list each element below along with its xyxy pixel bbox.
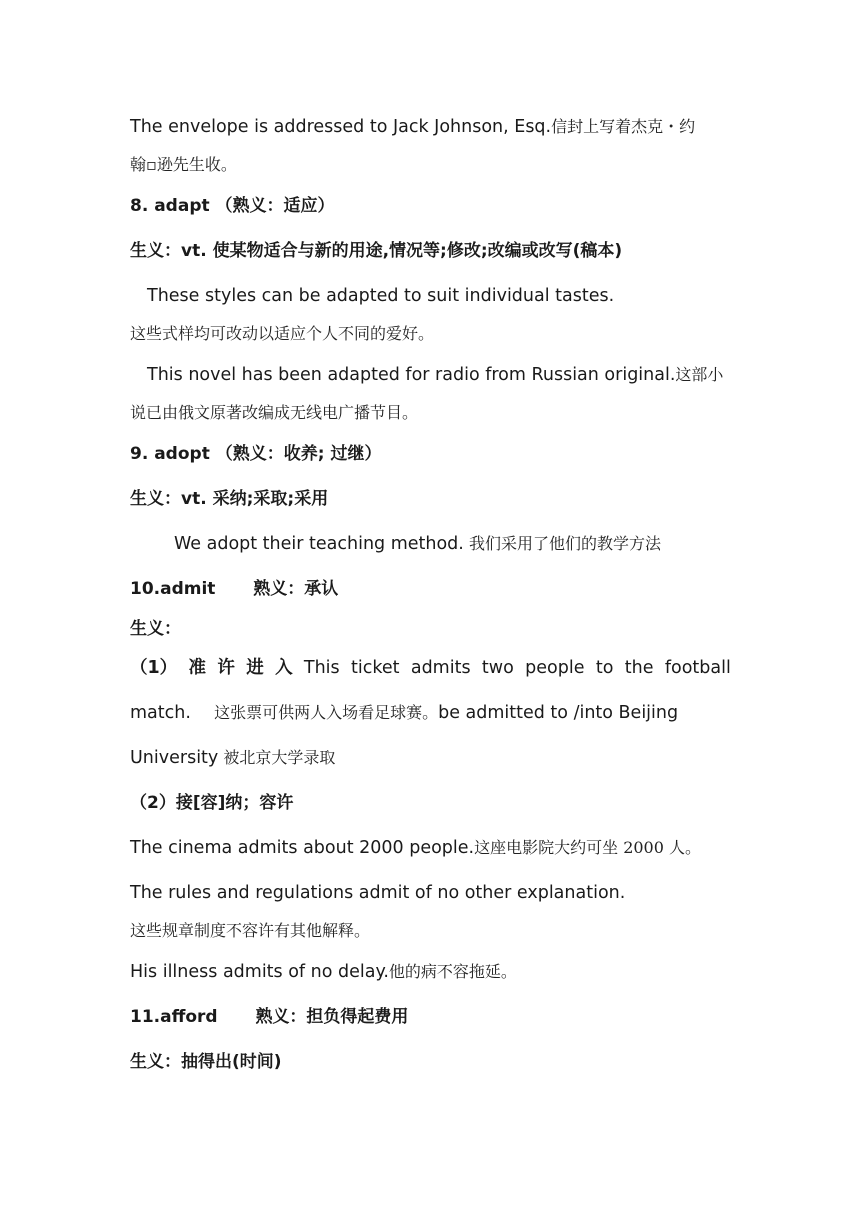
word: to — [595, 658, 614, 678]
chinese-text: 被北京大学录取 — [218, 748, 336, 767]
familiar-meaning: 熟义：承认 — [253, 579, 339, 599]
chinese-text: 这座电影院大约可坐 2000 人。 — [474, 838, 702, 857]
word: This — [303, 658, 340, 678]
entry-word: 10.admit — [130, 579, 216, 599]
english-text: match. — [130, 703, 191, 723]
example-sentence — [130, 881, 625, 905]
entry-heading-adopt — [130, 442, 381, 466]
familiar-meaning: （熟义：适应） — [215, 196, 335, 216]
sense-label: 生义： — [130, 619, 181, 639]
example-sentence — [130, 836, 701, 860]
english-text: be admitted to /into Beijing — [438, 703, 679, 723]
sense-text: 生义：抽得出(时间) — [130, 1052, 282, 1072]
sense-char: 进 — [246, 658, 264, 678]
english-text: University — [130, 748, 219, 768]
familiar-meaning: （熟义：收养; 过继） — [215, 444, 382, 464]
english-text: His illness admits of no delay. — [130, 962, 389, 982]
word: admits — [410, 658, 471, 678]
example-sentence — [147, 284, 614, 308]
new-meaning-adopt — [130, 487, 328, 511]
english-text: The rules and regulations admit of no other explanation. — [130, 883, 626, 903]
sense-1-continued — [130, 701, 678, 725]
chinese-text: 这些规章制度不容许有其他解释。 — [130, 921, 371, 940]
example-sentence-continued — [130, 401, 418, 425]
example-sentence-continued — [130, 153, 237, 177]
entry-heading-admit — [130, 577, 338, 601]
entry-heading-afford — [130, 1005, 408, 1029]
example-translation — [130, 322, 434, 346]
familiar-meaning: 熟义：担负得起费用 — [255, 1007, 409, 1027]
word: football — [664, 658, 731, 678]
sense-text: 采纳;采取;采用 — [212, 489, 329, 509]
english-text: These styles can be adapted to suit individual tastes. — [147, 286, 615, 306]
sense-char: 入 — [275, 658, 293, 678]
new-meaning-adapt — [130, 239, 622, 263]
chinese-text: 翰▫逊先生收。 — [130, 155, 237, 174]
chinese-text: 信封上写着杰克・约 — [551, 117, 696, 136]
entry-word: 8. adapt — [130, 196, 210, 216]
sense-text: 使某物适合与新的用途,情况等;修改;改编或改写(稿本) — [212, 241, 623, 261]
english-text: The cinema admits about 2000 people. — [130, 838, 475, 858]
sense-char: 许 — [217, 658, 235, 678]
english-text: This novel has been adapted for radio from Russian original. — [147, 365, 676, 385]
english-text: We adopt their teaching method. — [174, 534, 464, 554]
part-of-speech: vt. — [181, 241, 207, 261]
chinese-text: 我们采用了他们的教学方法 — [463, 534, 661, 553]
sense-number: （1） — [130, 658, 178, 678]
sense-1-line — [130, 656, 731, 680]
example-sentence — [147, 363, 723, 387]
sense-label: 生义： — [130, 489, 181, 509]
sense-1-continued — [130, 746, 335, 770]
sense-label: 生义： — [130, 241, 181, 261]
example-sentence — [130, 115, 695, 139]
example-translation — [130, 919, 370, 943]
sense-2-heading — [130, 791, 293, 815]
chinese-text: 这些式样均可改动以适应个人不同的爱好。 — [130, 324, 435, 343]
chinese-text: 说已由俄文原著改编成无线电广播节目。 — [130, 403, 419, 422]
new-meaning-afford — [130, 1050, 282, 1074]
word: the — [624, 658, 654, 678]
example-sentence — [130, 960, 517, 984]
part-of-speech: vt. — [181, 489, 207, 509]
sense-char: 准 — [188, 658, 207, 678]
sense-label: （2）接[容]纳；容许 — [130, 793, 294, 813]
chinese-text: 这部小 — [675, 365, 724, 384]
word: two — [481, 658, 514, 678]
chinese-text: 这张票可供两人入场看足球赛。 — [214, 703, 439, 722]
word: ticket — [351, 658, 400, 678]
entry-word: 11.afford — [130, 1007, 218, 1027]
word: people — [525, 658, 585, 678]
chinese-text: 他的病不容拖延。 — [388, 962, 517, 981]
entry-word: 9. adopt — [130, 444, 210, 464]
entry-heading-adapt — [130, 194, 335, 218]
new-meaning-admit — [130, 617, 181, 641]
english-text: The envelope is addressed to Jack Johnson, Esq. — [130, 117, 552, 137]
example-sentence — [174, 532, 661, 556]
